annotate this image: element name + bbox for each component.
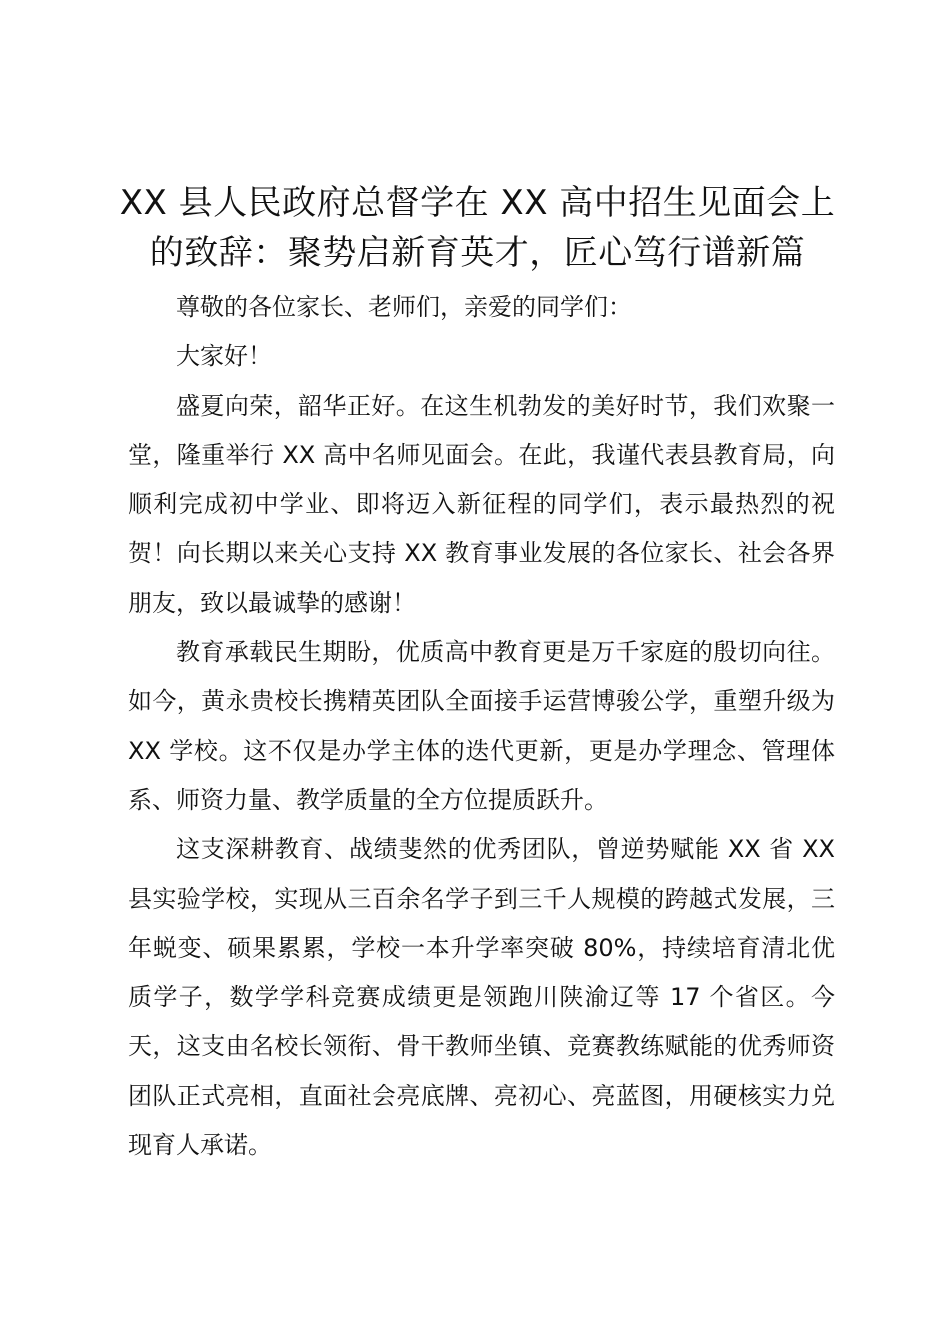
document-title: XX 县人民政府总督学在 XX 高中招生见面会上的致辞：聚势启新育英才，匠心笃行谱新篇: [119, 183, 836, 273]
body-paragraph: 这支深耕教育、战绩斐然的优秀团队，曾逆势赋能 XX 省 XX 县实验学校，实现从三百余名学子到三千人规模的跨越式发展，三年蜕变、硕果累累，学校一本升学率突破 80%，持续培育清北优质学子，数学学科竞赛成绩更是领跑川陕渝辽等 17 个省区。今天，这支由名校长领衔、骨干教师坐镇、竞赛教练赋能的优秀师资团队正式亮相，直面社会亮底牌、亮初心、亮蓝图，用硬核实力兑现育人承诺。: [128, 835, 835, 1160]
greeting-paragraph: 大家好！: [176, 342, 272, 371]
salutation-paragraph: 尊敬的各位家长、老师们，亲爱的同学们：: [176, 293, 632, 321]
body-paragraph: 盛夏向荣，韶华正好。在这生机勃发的美好时节，我们欢聚一堂，隆重举行 XX 高中名师见面会。在此，我谨代表县教育局，向顺利完成初中学业、即将迈入新征程的同学们，表示最热烈的祝贺！向长期以来关心支持 XX 教育事业发展的各位家长、社会各界朋友，致以最诚挚的感谢！: [128, 391, 835, 617]
body-paragraph: 教育承载民生期盼，优质高中教育更是万千家庭的殷切向往。如今，黄永贵校长携精英团队全面接手运营博骏公学，重塑升级为 XX 学校。这不仅是办学主体的迭代更新，更是办学理念、管理体系、师资力量、教学质量的全方位提质跃升。: [128, 638, 835, 814]
document-body: [128, 283, 835, 1170]
